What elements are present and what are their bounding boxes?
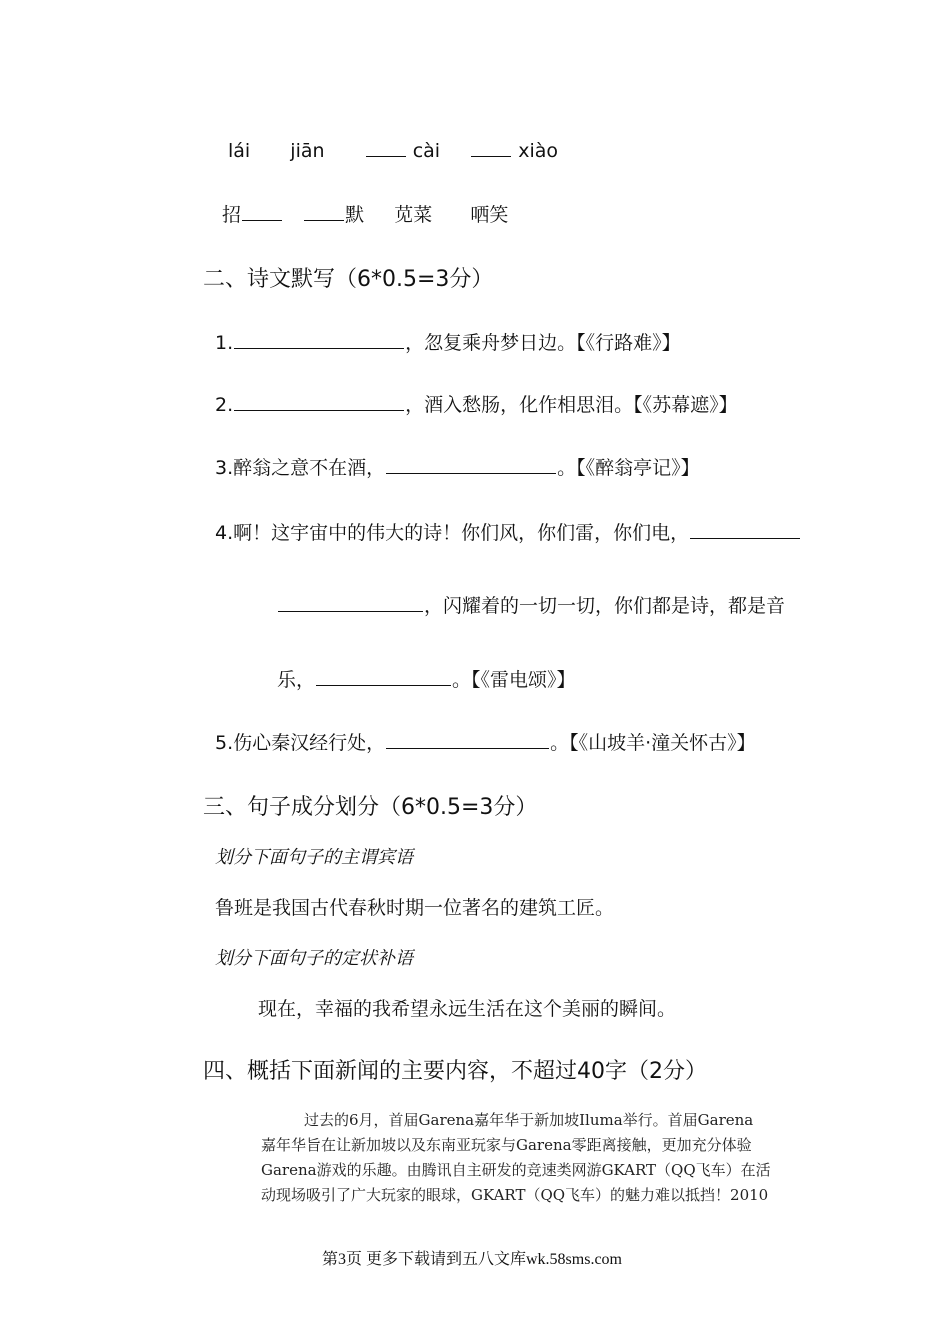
section3-instruction-1: 划分下面句子的主谓宾语 [215, 847, 413, 868]
q2-text: ，酒入愁肠，化作相思泪。【《苏幕遮》】 [405, 394, 738, 416]
q4-blank-2[interactable] [278, 593, 423, 612]
pinyin-4: xiào [518, 140, 558, 162]
news-paragraph [261, 1108, 809, 1208]
news-line: 过去的6月，首届Garena嘉年华于新加坡Iluma举行。首届Garena [304, 1111, 754, 1129]
poem-question-4-line1 [215, 518, 801, 545]
q3-prefix: 3.醉翁之意不在酒， [215, 457, 386, 479]
q5-blank[interactable] [386, 730, 549, 749]
news-line: 嘉年华旨在让新加坡以及东南亚玩家与Garena零距离接触，更加充分体验 [261, 1136, 752, 1154]
q2-blank[interactable] [234, 392, 404, 411]
q4-blank-3[interactable] [316, 667, 451, 686]
poem-question-1 [215, 328, 681, 355]
pinyin-1: lái [228, 140, 251, 162]
q3-suffix: 。【《醉翁亭记》】 [557, 457, 700, 479]
q4-blank-1[interactable] [690, 520, 800, 539]
q3-blank[interactable] [386, 455, 556, 474]
pinyin-2: jiān [290, 140, 325, 162]
hanzi-blank-2[interactable] [304, 202, 344, 221]
pinyin-3: cài [412, 140, 441, 162]
hanzi-3: 苋菜 [394, 204, 433, 226]
section3-sentence-1: 鲁班是我国古代春秋时期一位著名的建筑工匠。 [215, 897, 615, 919]
q1-number: 1. [215, 332, 234, 354]
hanzi-row [222, 200, 508, 227]
hanzi-2: 默 [345, 204, 365, 226]
poem-question-4-line2 [277, 591, 785, 618]
q5-suffix: 。【《山坡羊·潼关怀古》】 [550, 732, 756, 754]
hanzi-4: 哂笑 [470, 204, 509, 226]
section3-sentence-2: 现在，幸福的我希望永远生活在这个美丽的瞬间。 [258, 998, 677, 1020]
section4-heading: 四、概括下面新闻的主要内容，不超过40字（2分） [203, 1059, 707, 1084]
q4-line2: ，闪耀着的一切一切，你们都是诗，都是音 [424, 595, 786, 617]
q4-line3-prefix: 乐， [277, 669, 316, 691]
pinyin-blank-2[interactable] [471, 138, 511, 157]
page-footer: 第3页 更多下载请到五八文库wk.58sms.com [322, 1251, 623, 1268]
hanzi-1: 招 [222, 204, 242, 226]
q1-blank[interactable] [234, 330, 404, 349]
q5-prefix: 5.伤心秦汉经行处， [215, 732, 386, 754]
poem-question-2 [215, 390, 738, 417]
q4-line3-suffix: 。【《雷电颂》】 [452, 669, 576, 691]
pinyin-blank-1[interactable] [366, 138, 406, 157]
poem-question-4-line3 [277, 665, 576, 692]
q4-line1: 4.啊！这宇宙中的伟大的诗！你们风，你们雷，你们电， [215, 522, 690, 544]
hanzi-blank-1[interactable] [242, 202, 282, 221]
news-line: Garena游戏的乐趣。由腾讯自主研发的竞速类网游GKART（QQ飞车）在活 [261, 1161, 771, 1179]
section3-heading: 三、句子成分划分（6*0.5=3分） [203, 795, 538, 820]
poem-question-3 [215, 453, 700, 480]
section3-instruction-2: 划分下面句子的定状补语 [215, 948, 413, 969]
news-line: 动现场吸引了广大玩家的眼球，GKART（QQ飞车）的魅力难以抵挡！2010 [261, 1186, 769, 1204]
pinyin-row [228, 138, 558, 162]
q1-text: ，忽复乘舟梦日边。【《行路难》】 [405, 332, 681, 354]
poem-question-5 [215, 728, 756, 755]
section2-heading: 二、诗文默写（6*0.5=3分） [203, 267, 494, 292]
q2-number: 2. [215, 394, 234, 416]
